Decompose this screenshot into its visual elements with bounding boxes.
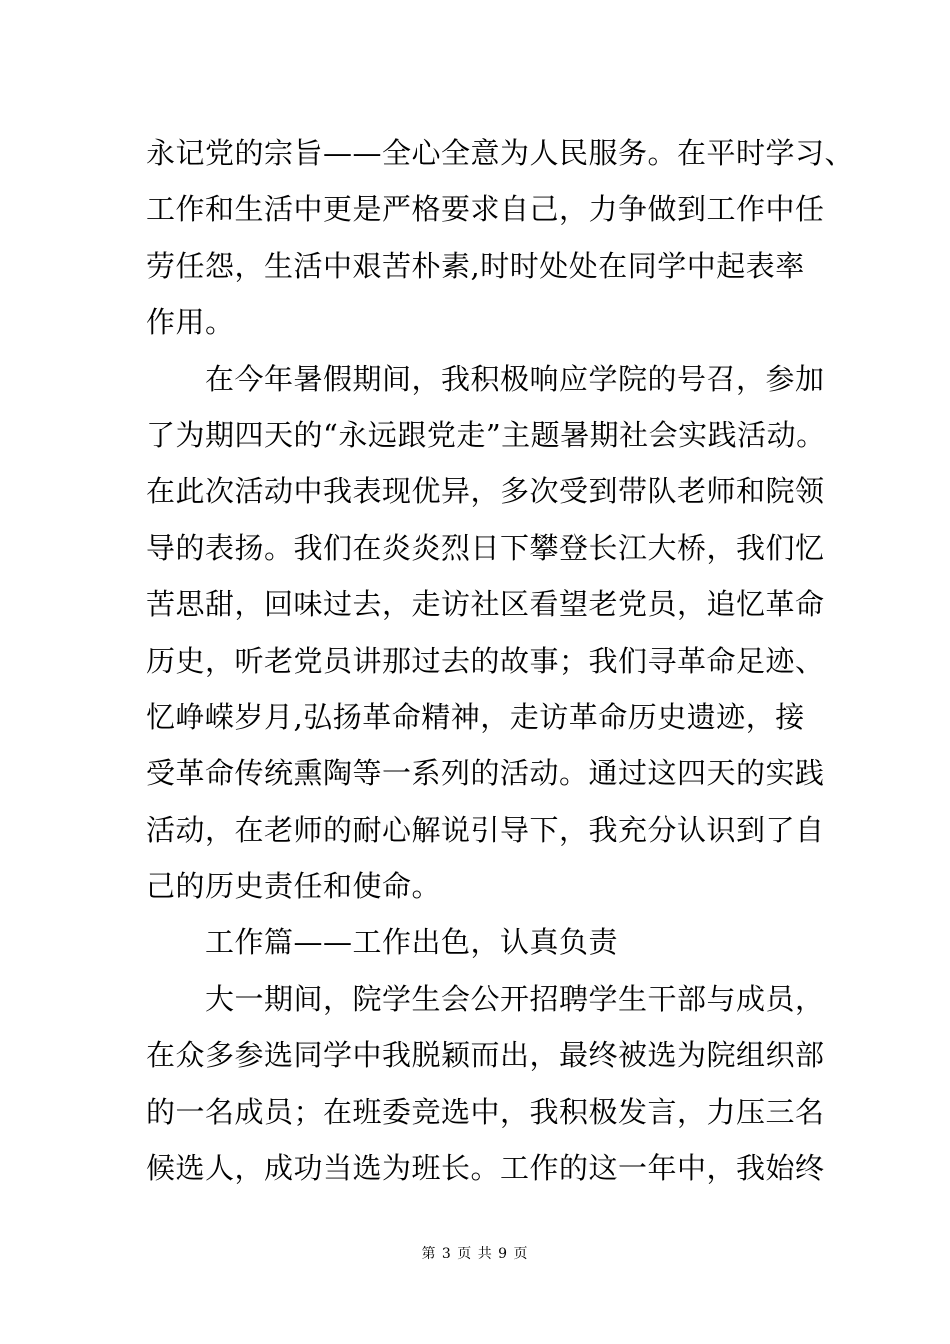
text-line: 了为期四天的“永远跟党走”主题暑期社会实践活动。: [146, 417, 826, 452]
text-line: 候选人，成功当选为班长。工作的这一年中，我始终: [146, 1151, 825, 1186]
text-line: 导的表扬。我们在炎炎烈日下攀登长江大桥，我们忆: [146, 530, 825, 565]
text-line: 劳任怨，生活中艰苦朴素,时时处处在同学中起表率: [146, 248, 805, 283]
text-line: 在此次活动中我表现优异，多次受到带队老师和院领: [146, 474, 825, 509]
page-number-footer: 第 3 页 共 9 页: [421, 1246, 529, 1262]
body-text: [146, 125, 855, 1196]
text-line: 活动，在老师的耐心解说引导下，我充分认识到了自: [146, 812, 825, 847]
text-line: 作用。: [146, 305, 235, 340]
text-line: 苦思甜，回味过去，走访社区看望老党员，追忆革命: [146, 587, 825, 622]
text-line: 在众多参选同学中我脱颖而出，最终被选为院组织部: [146, 1038, 825, 1073]
text-line: 在今年暑假期间，我积极响应学院的号召，参加: [146, 361, 825, 396]
text-line: 忆峥嵘岁月,弘扬革命精神，走访革命历史遗迹，接: [146, 699, 805, 734]
text-line: 受革命传统熏陶等一系列的活动。通过这四天的实践: [146, 756, 825, 791]
text-line: 永记党的宗旨——全心全意为人民服务。在平时学习、: [146, 136, 855, 170]
section-heading: 工作篇——工作出色，认真负责: [146, 925, 619, 960]
text-line: 历史，听老党员讲那过去的故事；我们寻革命足迹、: [146, 643, 825, 678]
text-line: 的一名成员；在班委竞选中，我积极发言，力压三名: [146, 1094, 825, 1129]
text-line: 工作和生活中更是严格要求自己，力争做到工作中任: [146, 192, 825, 227]
text-line: 己的历史责任和使命。: [146, 869, 442, 904]
text-line: 大一期间，院学生会公开招聘学生干部与成员，: [146, 981, 825, 1016]
